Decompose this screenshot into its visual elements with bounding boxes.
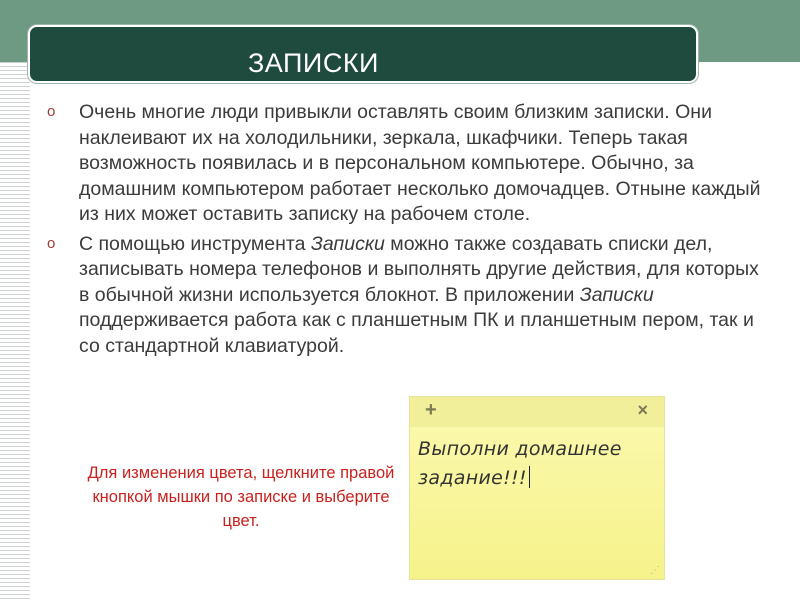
sticky-note-text[interactable] <box>418 435 653 493</box>
sticky-note-titlebar[interactable] <box>410 397 664 427</box>
slide-title: ЗАПИСКИ <box>248 48 379 78</box>
paragraph-text-part2: можно также создавать списки дел, записывать номера телефонов и выполнять другие действия, для которых в обычной жизни используется блокнот. В приложении <box>79 232 759 306</box>
bullet-paragraph-1 <box>47 100 762 228</box>
app-name-emphasis: Записки <box>310 232 385 255</box>
bullet-icon: o <box>47 234 56 252</box>
title-bar <box>28 25 698 83</box>
bullet-paragraph-2 <box>47 232 762 360</box>
note-text-content: Выполни домашнее задание!!! <box>418 438 622 489</box>
left-stripe-decoration <box>0 62 30 600</box>
paragraph-text: Очень многие люди привыкли оставлять своим близким записки. Они наклеивают их на холодильники, зеркала, шкафчики. Теперь такая возможность появилась и в персональном компьютере. Обычно, за домашним компьютером работает несколько домочадцев. Отныне каждый из них может оставить записку на рабочем столе. <box>79 101 761 225</box>
slide-content <box>47 100 762 363</box>
resize-grip-icon[interactable]: ⋰ <box>650 565 660 576</box>
paragraph-text-part3: поддерживается работа как с планшетным ПК и планшетным пером, так и со стандартной клавиатурой. <box>79 309 754 357</box>
sticky-note[interactable] <box>409 396 665 580</box>
plus-icon[interactable]: + <box>425 399 437 421</box>
close-icon[interactable]: × <box>637 400 648 420</box>
color-change-hint: Для изменения цвета, щелкните правой кнопкой мышки по записке и выберите цвет. <box>87 464 395 530</box>
bullet-icon: o <box>47 103 56 120</box>
app-name-emphasis: Записки <box>579 283 654 306</box>
paragraph-text-part1: С помощью инструмента <box>79 232 311 255</box>
text-caret <box>529 466 530 488</box>
